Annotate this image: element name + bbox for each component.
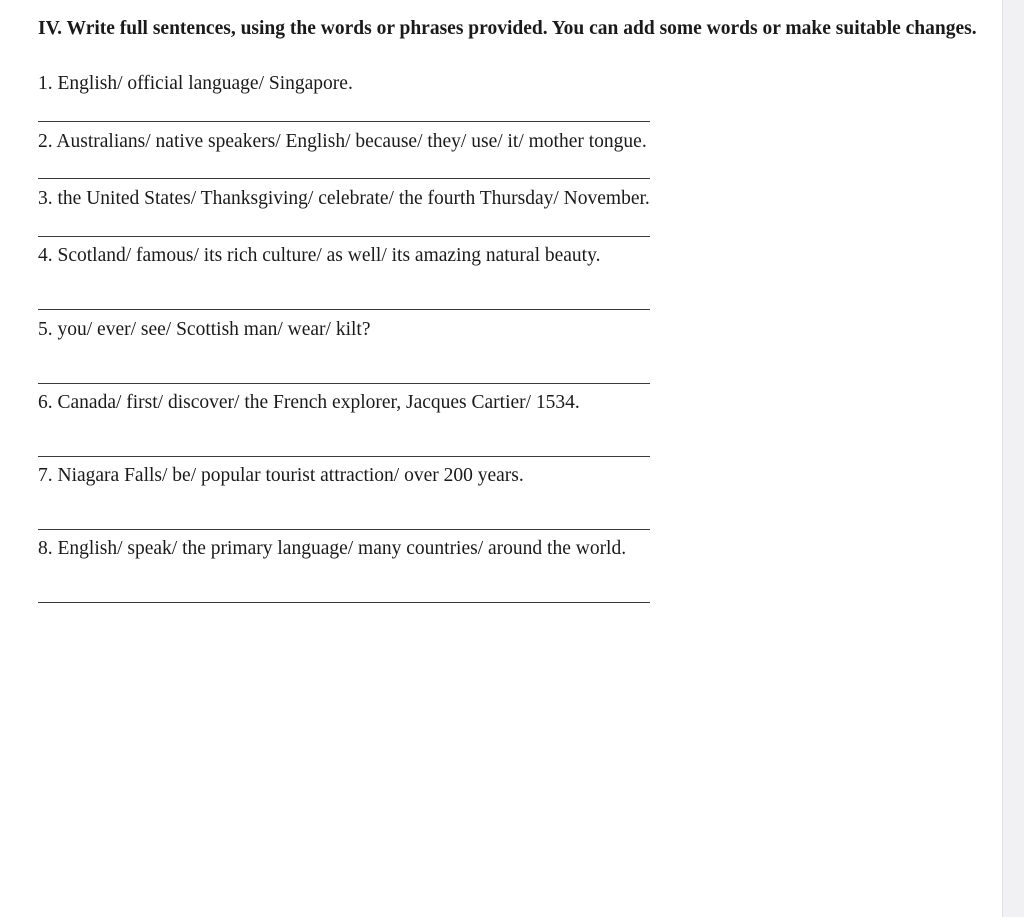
answer-line-8[interactable] <box>38 602 650 603</box>
question-2: 2. Australians/ native speakers/ English/ because/ they/ use/ it/ mother tongue. <box>38 131 647 152</box>
question-3: 3. the United States/ Thanksgiving/ celebrate/ the fourth Thursday/ November. <box>38 188 650 209</box>
question-6: 6. Canada/ first/ discover/ the French explorer, Jacques Cartier/ 1534. <box>38 392 580 413</box>
question-7: 7. Niagara Falls/ be/ popular tourist attraction/ over 200 years. <box>38 465 524 486</box>
answer-line-3[interactable] <box>38 236 650 237</box>
scrollbar-track[interactable] <box>1002 0 1024 917</box>
answer-line-4[interactable] <box>38 309 650 310</box>
question-5: 5. you/ ever/ see/ Scottish man/ wear/ kilt? <box>38 319 371 340</box>
answer-line-7[interactable] <box>38 529 650 530</box>
question-8: 8. English/ speak/ the primary language/ many countries/ around the world. <box>38 538 627 559</box>
question-4: 4. Scotland/ famous/ its rich culture/ as well/ its amazing natural beauty. <box>38 245 601 266</box>
question-1: 1. English/ official language/ Singapore. <box>38 73 353 94</box>
answer-line-6[interactable] <box>38 456 650 457</box>
answer-line-2[interactable] <box>38 178 650 179</box>
answer-line-5[interactable] <box>38 383 650 384</box>
exercise-heading: IV. Write full sentences, using the words or phrases provided. You can add some words or make suitable changes. <box>38 18 977 39</box>
answer-line-1[interactable] <box>38 121 650 122</box>
